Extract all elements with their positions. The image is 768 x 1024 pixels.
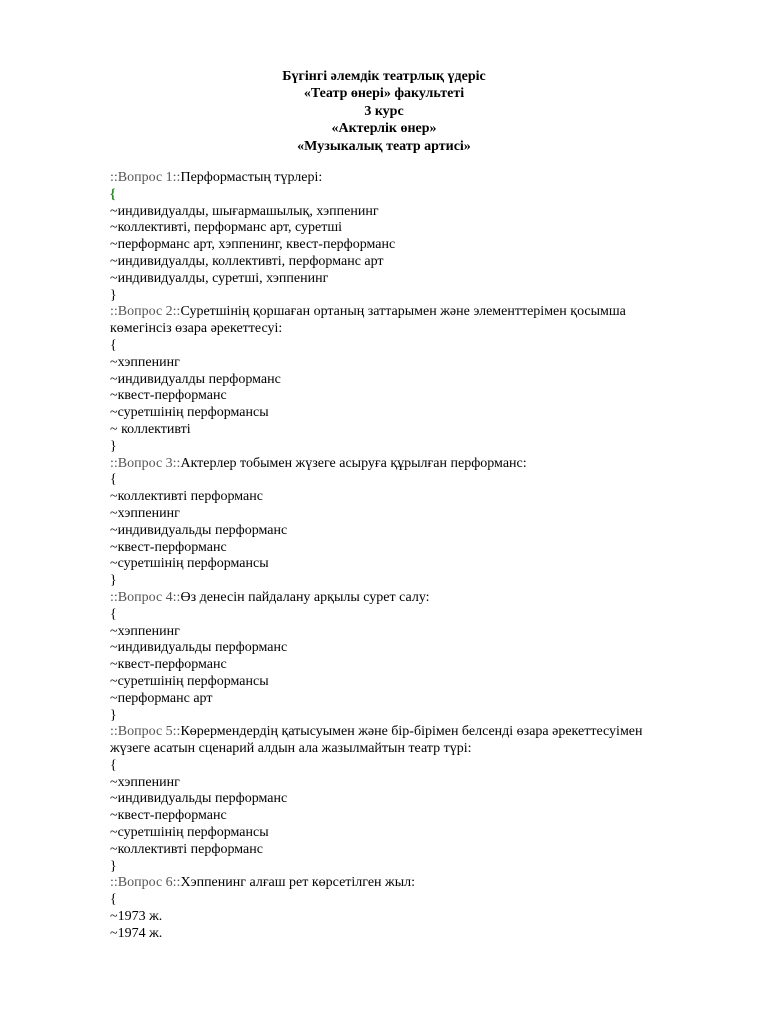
answer-option: ~квест-перформанс xyxy=(110,388,227,404)
answer-option: ~1973 ж. xyxy=(110,909,163,925)
question-text-continued: жүзеге асатын сценарий алдын ала жазылмайтын театр түрі: xyxy=(110,741,472,757)
answer-option: ~коллективті перформанс xyxy=(110,841,263,857)
question-text: Хэппенинг алғаш рет көрсетілген жыл: xyxy=(180,875,415,891)
answer-option: ~1974 ж. xyxy=(110,925,163,941)
question-4 xyxy=(110,590,720,607)
header-specialty: «Актерлік өнер» xyxy=(331,121,437,137)
close-brace: } xyxy=(110,438,117,454)
open-brace: { xyxy=(110,757,117,773)
answer-option: ~квест-перформанс xyxy=(110,539,227,555)
open-brace: { xyxy=(110,472,117,488)
document-header xyxy=(0,68,768,155)
question-list xyxy=(110,170,720,943)
answer-option: ~хэппенинг xyxy=(110,774,180,790)
answer-option: ~ коллективті xyxy=(110,421,191,437)
question-text: Перформастың түрлері: xyxy=(180,170,323,185)
answer-option: ~индивидуалды, коллективті, перформанс арт xyxy=(110,253,384,269)
question-prefix: ::Вопрос 4:: xyxy=(110,589,181,605)
answer-option: ~индивидуальды перформанс xyxy=(110,522,288,538)
open-brace: { xyxy=(110,337,117,353)
answer-option: ~суретшінің перформансы xyxy=(110,556,269,572)
open-brace xyxy=(110,187,720,204)
answer-option: ~перформанс арт, хэппенинг, квест-перформанс xyxy=(110,237,396,253)
answer-option: ~индивидуальды перформанс xyxy=(110,640,288,656)
answer-option: ~хэппенинг xyxy=(110,354,180,370)
highlighted-brace: { xyxy=(110,186,116,202)
header-course: 3 курс xyxy=(364,103,404,119)
open-brace: { xyxy=(110,606,117,622)
question-prefix: ::Вопрос 3:: xyxy=(110,455,181,471)
answer-option: ~коллективті, перформанс арт, суретші xyxy=(110,220,343,236)
question-1 xyxy=(110,170,720,187)
question-prefix: ::Вопрос 2:: xyxy=(110,304,181,320)
question-text-continued: көмегінсіз өзара әрекеттесуі: xyxy=(110,321,283,337)
answer-option: ~хэппенинг xyxy=(110,505,180,521)
question-text: Өз денесін пайдалану арқылы сурет салу: xyxy=(180,589,430,605)
question-prefix: ::Вопрос 1:: xyxy=(110,170,181,185)
answer-option: ~хэппенинг xyxy=(110,623,180,639)
answer-option: ~коллективті перформанс xyxy=(110,489,263,505)
answer-option: ~квест-перформанс xyxy=(110,808,227,824)
question-2 xyxy=(110,304,720,321)
answer-option: ~индивидуальды перформанс xyxy=(110,791,288,807)
header-qualification: «Музыкалық театр артисі» xyxy=(297,138,471,154)
question-5 xyxy=(110,724,720,741)
question-6 xyxy=(110,875,720,892)
question-prefix: ::Вопрос 5:: xyxy=(110,724,181,740)
question-text: Суретшінің қоршаған ортаның заттарымен және элементтерімен қосымша xyxy=(180,304,626,320)
question-3 xyxy=(110,456,720,473)
answer-option: ~индивидуалды перформанс xyxy=(110,371,281,387)
close-brace: } xyxy=(110,287,117,303)
header-title: Бүгінгі әлемдік театрлық үдеріс xyxy=(282,69,486,84)
close-brace: } xyxy=(110,707,117,723)
close-brace: } xyxy=(110,858,117,874)
question-text: Актерлер тобымен жүзеге асыруға құрылған перформанс: xyxy=(180,455,527,471)
open-brace: { xyxy=(110,892,117,908)
header-faculty: «Театр өнері» факультеті xyxy=(303,86,465,102)
close-brace: } xyxy=(110,573,117,589)
answer-option: ~суретшінің перформансы xyxy=(110,405,269,421)
answer-option: ~суретшінің перформансы xyxy=(110,825,269,841)
answer-option: ~суретшінің перформансы xyxy=(110,673,269,689)
question-text: Көрермендердің қатысуымен және бір-бірімен белсенді өзара әрекеттесуімен xyxy=(180,724,643,740)
answer-option: ~индивидуалды, шығармашылық, хэппенинг xyxy=(110,203,379,219)
question-prefix: ::Вопрос 6:: xyxy=(110,875,181,891)
answer-option: ~перформанс арт xyxy=(110,690,213,706)
answer-option: ~квест-перформанс xyxy=(110,657,227,673)
answer-option: ~индивидуалды, суретші, хэппенинг xyxy=(110,270,329,286)
